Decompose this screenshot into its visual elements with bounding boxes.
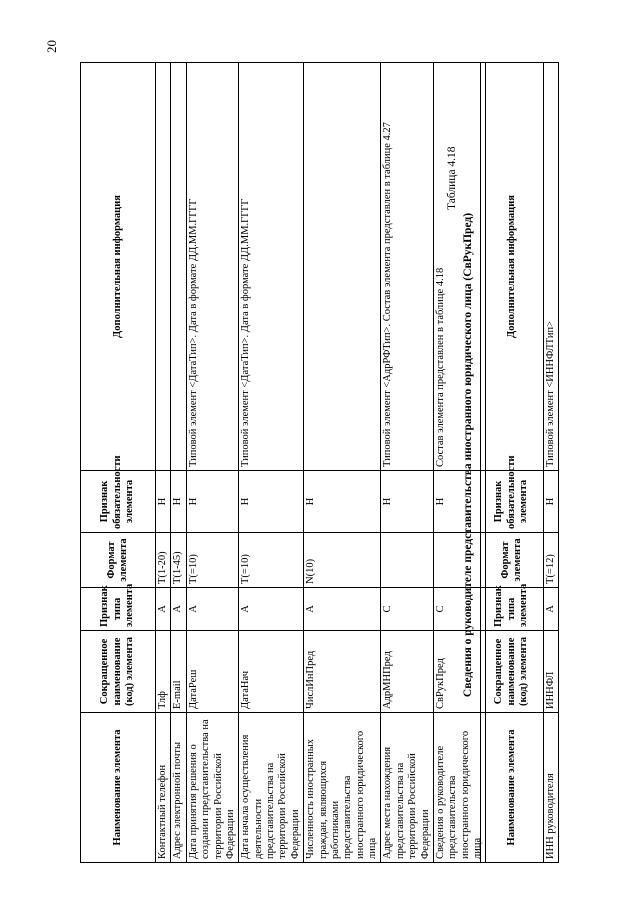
elements-table bbox=[80, 62, 486, 863]
cell-required: Н bbox=[304, 471, 381, 533]
cell-type: С bbox=[381, 588, 434, 631]
cell-code: Тлф bbox=[156, 631, 171, 713]
cell-format: N(10) bbox=[304, 533, 381, 588]
cell-name: Сведения о руководителе представительства иностранного юридического лица bbox=[433, 713, 486, 863]
cell-code: E-mail bbox=[171, 631, 186, 713]
cell-info: Типовой элемент <ДатаТип>. Дата в формате ДД.ММ.ГГГГ bbox=[186, 63, 239, 471]
cell-required: Н bbox=[544, 471, 559, 533]
cell-type: А bbox=[171, 588, 186, 631]
cell-code: ДатаРеш bbox=[186, 631, 239, 713]
table-row bbox=[186, 63, 239, 863]
table-row bbox=[304, 63, 381, 863]
cell-type: А bbox=[304, 588, 381, 631]
cell-type: С bbox=[433, 588, 486, 631]
cell-required: Н bbox=[186, 471, 239, 533]
cell-format: T(1-45) bbox=[171, 533, 186, 588]
cell-type: А bbox=[239, 588, 304, 631]
header-type: Признак типа элемента bbox=[81, 588, 156, 631]
cell-required: Н bbox=[381, 471, 434, 533]
table-header-row bbox=[81, 63, 156, 863]
cell-type: А bbox=[156, 588, 171, 631]
table-row bbox=[171, 63, 186, 863]
cell-info: Типовой элемент <ДатаТип>. Дата в формате ДД.ММ.ГГГГ bbox=[239, 63, 304, 471]
header-format: Формат элемента bbox=[481, 533, 544, 588]
cell-info bbox=[171, 63, 186, 471]
cell-name: Дата принятия решения о создании представительства на территории Российской Федерации bbox=[186, 713, 239, 863]
table-row bbox=[544, 63, 559, 863]
header-code: Сокращенное наименование (код) элемента bbox=[481, 631, 544, 713]
cell-format: T(=10) bbox=[239, 533, 304, 588]
header-name: Наименование элемента bbox=[81, 713, 156, 863]
cell-name: Численность иностранных граждан, являющихся работниками представительства иностранного юридического лица bbox=[304, 713, 381, 863]
table-label: Таблица 4.18 bbox=[446, 146, 458, 210]
table-row bbox=[433, 63, 486, 863]
cell-required: Н bbox=[433, 471, 486, 533]
manager-table bbox=[480, 62, 559, 863]
cell-type: А bbox=[544, 588, 559, 631]
page-number: 20 bbox=[44, 40, 59, 53]
table-header-row bbox=[481, 63, 544, 863]
cell-code: ЧислИнПред bbox=[304, 631, 381, 713]
table-caption: Сведения о руководителе представительства иностранного юридического лица (СвРукПред) bbox=[462, 212, 474, 698]
cell-required: Н bbox=[156, 471, 171, 533]
cell-code: ИННФЛ bbox=[544, 631, 559, 713]
cell-name: ИНН руководителя bbox=[544, 713, 559, 863]
cell-required: Н bbox=[171, 471, 186, 533]
table-row bbox=[239, 63, 304, 863]
header-name: Наименование элемента bbox=[481, 713, 544, 863]
cell-name: Адрес электронной почты bbox=[171, 713, 186, 863]
table-row bbox=[156, 63, 171, 863]
table-row bbox=[381, 63, 434, 863]
manager-table-body bbox=[544, 63, 559, 863]
cell-required: Н bbox=[239, 471, 304, 533]
cell-code: ДатаНач bbox=[239, 631, 304, 713]
cell-code: АдрМНПред bbox=[381, 631, 434, 713]
cell-code: СвРукПред bbox=[433, 631, 486, 713]
cell-name: Контактный телефон bbox=[156, 713, 171, 863]
header-type: Признак типа элемента bbox=[481, 588, 544, 631]
cell-format: T(1-20) bbox=[156, 533, 171, 588]
cell-name: Дата начала осуществления деятельности представительства на территории Российской Федерации bbox=[239, 713, 304, 863]
cell-format bbox=[433, 533, 486, 588]
header-required: Признак обязательности элемента bbox=[81, 471, 156, 533]
header-required: Признак обязательности элемента bbox=[481, 471, 544, 533]
cell-info: Состав элемента представлен в таблице 4.18 bbox=[433, 63, 486, 471]
cell-info bbox=[304, 63, 381, 471]
cell-format: T(=10) bbox=[186, 533, 239, 588]
cell-format bbox=[381, 533, 434, 588]
header-info: Дополнительная информация bbox=[481, 63, 544, 471]
cell-info bbox=[156, 63, 171, 471]
cell-type: А bbox=[186, 588, 239, 631]
header-code: Сокращенное наименование (код) элемента bbox=[81, 631, 156, 713]
header-info: Дополнительная информация bbox=[81, 63, 156, 471]
cell-info: Типовой элемент <ИННФЛТип> bbox=[544, 63, 559, 471]
cell-format: T(=12) bbox=[544, 533, 559, 588]
cell-info: Типовой элемент <АдрРФТип>. Состав элемента представлен в таблице 4.27 bbox=[381, 63, 434, 471]
header-format: Формат элемента bbox=[81, 533, 156, 588]
cell-name: Адрес места нахождения представительства на территории Российской Федерации bbox=[381, 713, 434, 863]
elements-table-body bbox=[156, 63, 486, 863]
